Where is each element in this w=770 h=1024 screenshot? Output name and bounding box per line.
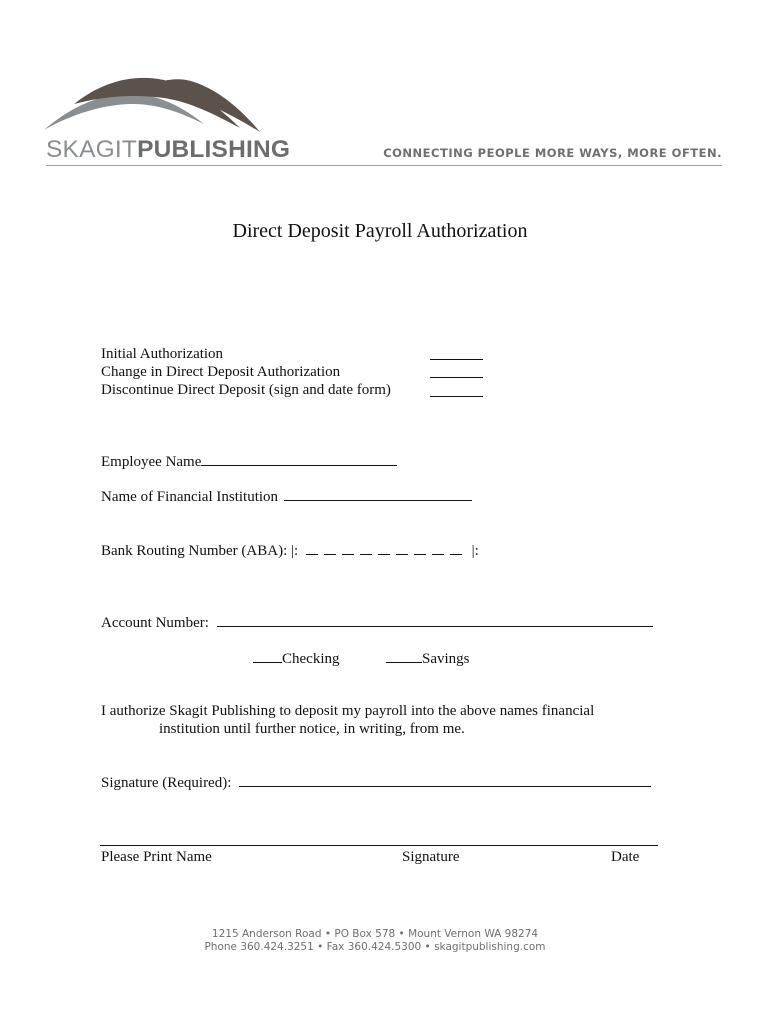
footer-address: 1215 Anderson Road • PO Box 578 • Mount Vernon WA 98274 (211, 928, 539, 940)
employee-name-field[interactable] (201, 452, 397, 466)
tagline: CONNECTING PEOPLE MORE WAYS, MORE OFTEN. (383, 146, 722, 160)
authorization-text-line1: I authorize Skagit Publishing to deposit my payroll into the above names financial (101, 703, 595, 719)
employee-name-row (101, 452, 397, 471)
option-initial-blank[interactable] (430, 359, 483, 360)
account-row (101, 613, 653, 632)
option-change-label: Change in Direct Deposit Authorization (101, 364, 341, 380)
routing-row (101, 541, 479, 560)
employee-name-label: Employee Name (101, 454, 202, 470)
option-initial-label: Initial Authorization (101, 346, 224, 362)
signature-required-field[interactable] (239, 773, 651, 787)
checking-option (253, 649, 340, 668)
option-discontinue-label: Discontinue Direct Deposit (sign and date form) (101, 382, 391, 398)
signature-required-label: Signature (Required): (101, 775, 232, 791)
skagit-mountain-logo-icon (44, 74, 260, 136)
account-field[interactable] (217, 613, 653, 627)
authorization-text-line2: institution until further notice, in writing, from me. (159, 721, 465, 737)
signature-column-label: Signature (402, 849, 460, 865)
option-change-blank[interactable] (430, 377, 483, 378)
option-discontinue-blank[interactable] (430, 396, 483, 397)
savings-label: Savings (422, 651, 470, 667)
checking-blank[interactable] (253, 649, 282, 663)
institution-label: Name of Financial Institution (101, 489, 279, 505)
brand-name-light: SKAGIT (46, 136, 138, 163)
routing-end-mark: |: (471, 543, 479, 559)
savings-blank[interactable] (386, 649, 422, 663)
print-name-signature-line[interactable] (100, 845, 658, 846)
signature-required-row (101, 773, 651, 792)
form-title: Direct Deposit Payroll Authorization (232, 220, 528, 242)
checking-label: Checking (282, 651, 340, 667)
institution-row (101, 487, 472, 506)
routing-label: Bank Routing Number (ABA): |: (101, 543, 299, 559)
brand-name-bold: PUBLISHING (137, 136, 291, 163)
print-name-label: Please Print Name (101, 849, 212, 865)
footer-contact: Phone 360.424.3251 • Fax 360.424.5300 • skagitpublishing.com (204, 941, 546, 953)
header-divider (46, 165, 722, 166)
savings-option (386, 649, 470, 668)
account-label: Account Number: (101, 615, 209, 631)
routing-digit-blanks[interactable] (306, 543, 472, 559)
date-label: Date (611, 849, 640, 865)
institution-field[interactable] (284, 487, 472, 501)
brand-wordmark (46, 136, 290, 164)
